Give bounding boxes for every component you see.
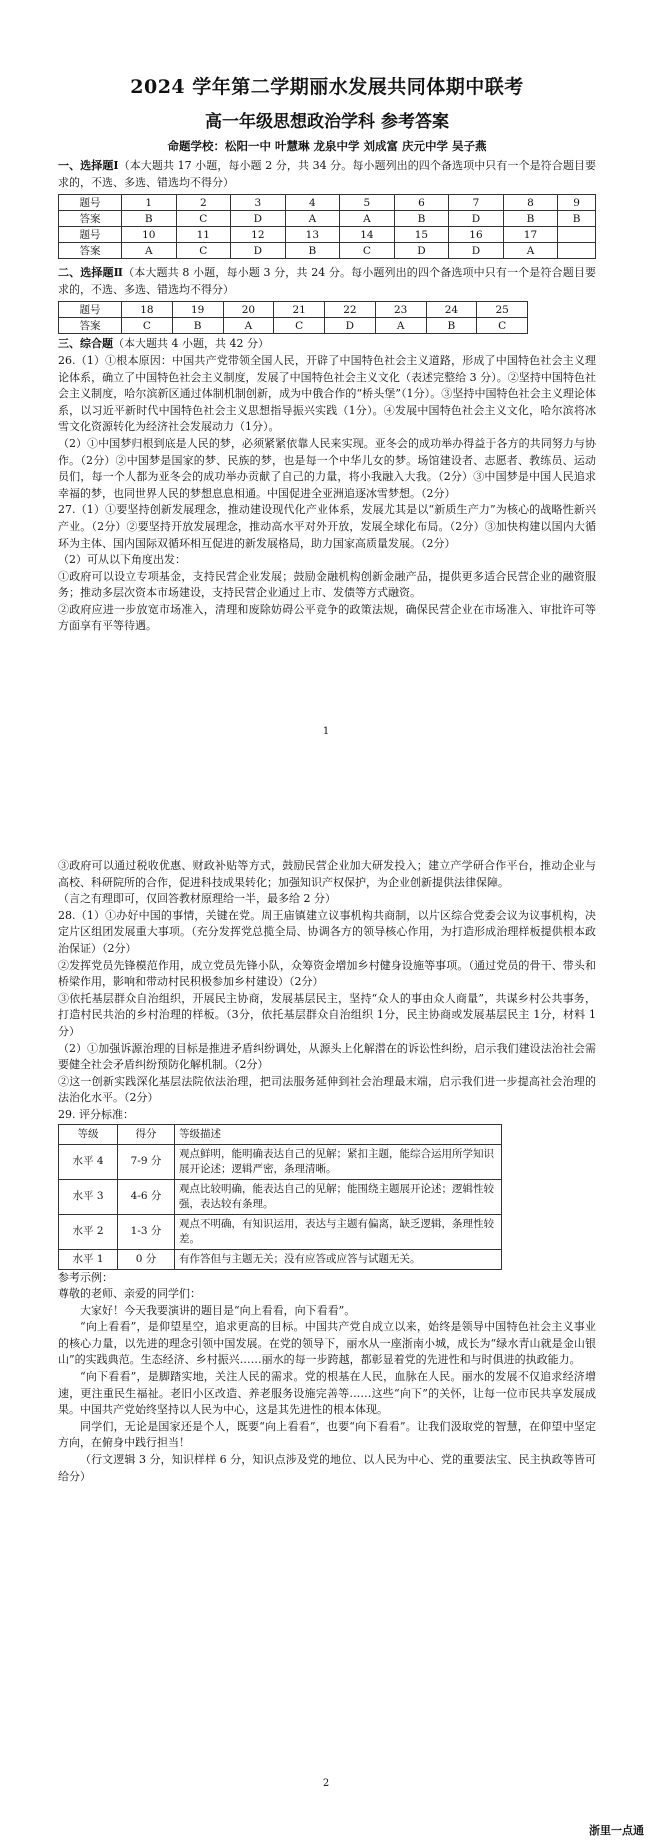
table-row <box>59 302 528 318</box>
table-cell: 5 <box>340 195 395 211</box>
rubric-cell: 得分 <box>118 1124 175 1144</box>
table-cell: 11 <box>176 227 231 243</box>
section-3-desc: （本大题共 4 小题，共 42 分） <box>113 337 269 351</box>
table-cell: 18 <box>122 302 173 318</box>
rubric-cell: 水平 4 <box>59 1144 118 1179</box>
rubric-cell: 水平 1 <box>59 1249 118 1269</box>
answer-paragraph: “向上看看”，是仰望星空，追求更高的目标。中国共产党自成立以来，始终是领导中国特色社会主义事业的核心力量，以先进的理念引领中国发展。在党的领导下，丽水从一座浙南小城，成长为“绿水青山就是金山银山”的实践典范。生态经济、乡村振兴……丽水的每一步跨越，都彰显着党的先进性和与时俱进的执政能力。 <box>58 1320 596 1367</box>
rubric-row <box>59 1214 502 1249</box>
table-cell: 6 <box>394 195 449 211</box>
table-cell: 题号 <box>59 227 122 243</box>
answer-paragraph: ②政府应进一步放宽市场准入，清理和废除妨碍公平竞争的政策法规，确保民营企业在市场准入、审批许可等方面享有平等待遇。 <box>58 602 596 633</box>
rubric-cell: 观点鲜明，能明确表达自己的见解；紧扣主题，能综合运用所学知识展开论述；逻辑严密，条理清晰。 <box>175 1144 502 1179</box>
table-cell: B <box>503 211 558 227</box>
table-cell: B <box>122 211 177 227</box>
answer-table-2 <box>58 301 528 334</box>
answer-paragraph: ②发挥党员先锋模范作用，成立党员先锋小队，众筹资金增加乡村健身设施等事项。（通过党员的骨干、带头和桥梁作用，影响和带动村民积极参加乡村建设）（2分） <box>58 958 596 989</box>
answer-paragraph: 27.（1）①要坚持创新发展理念，推动建设现代化产业体系，发展尤其是以“新质生产力”为核心的战略性新兴产业。（2分）②要坚持开放发展理念，推动高水平对外开放，发展全球化布局。（2分）③加快构建以国内大循环为主体、国内国际双循环相互促进的新发展格局，助力国家高质量发展。（2分） <box>58 503 596 550</box>
rubric-cell: 有作答但与主题无关；没有应答或应答与试题无关。 <box>175 1249 502 1269</box>
table-cell: 7 <box>449 195 504 211</box>
answer-paragraph: 大家好！今天我要演讲的题目是“向上看看，向下看看”。 <box>80 1303 356 1317</box>
table-cell: 13 <box>285 227 340 243</box>
rubric-cell: 7-9 分 <box>118 1144 175 1179</box>
table-cell: 17 <box>503 227 558 243</box>
page-1-answers <box>58 353 596 635</box>
table-cell: C <box>477 318 528 334</box>
author-schools: 命题学校：松阳一中 叶慧琳 龙泉中学 刘成富 庆元中学 吴子燕 <box>167 139 487 153</box>
table-cell: 23 <box>375 302 426 318</box>
table-row <box>59 195 596 211</box>
answer-paragraph: （2）①中国梦归根到底是人民的梦，必须紧紧依靠人民来实现。亚冬会的成功举办得益于各方的共同努力与协作。（2分）②中国梦是国家的梦、民族的梦，也是每一个中华儿女的梦。场馆建设者、志愿者、教练员、运动员们，每一个人都为亚冬会的成功举办贡献了自己的力量，将小我融入大我。（2分）③中国梦是中国人民追求幸福的梦，也同世界人民的梦想息息相通。中国促进全亚洲追逐冰雪梦想。（2分） <box>58 436 596 500</box>
page-2 <box>0 860 652 1842</box>
table-cell: 答案 <box>59 243 122 259</box>
rubric-cell: 水平 2 <box>59 1214 118 1249</box>
table-cell: 答案 <box>59 318 122 334</box>
table-cell: 9 <box>558 195 596 211</box>
table-cell: C <box>274 318 325 334</box>
table-cell: 8 <box>503 195 558 211</box>
table-cell: D <box>231 211 286 227</box>
answer-paragraph: ③依托基层群众自治组织，开展民主协商，发展基层民主，坚持“众人的事由众人商量”，共谋乡村公共事务，打造村民共治的乡村治理的样板。（3分，依托基层群众自治组织 1分，民主协商或发展基层民主 1分，材料 1分） <box>58 991 596 1038</box>
table-cell: B <box>558 211 596 227</box>
table-cell: A <box>223 318 274 334</box>
table-cell: 10 <box>122 227 177 243</box>
table-cell: 16 <box>449 227 504 243</box>
watermark-text: 浙里一点通 <box>589 1824 644 1837</box>
answer-paragraph: “向下看看”，是脚踏实地，关注人民的需求。党的根基在人民，血脉在人民。丽水的发展不仅追求经济增速，更注重民生福祉。老旧小区改造、养老服务设施完善等……这些“向下”的关怀，让每一位市民共享发展成果。中国共产党始终坚持以人民为中心，这是其先进性的根本体现。 <box>58 1370 596 1417</box>
table-cell: 3 <box>231 195 286 211</box>
essay-body <box>58 1303 596 1486</box>
page-2-content <box>58 858 596 1485</box>
rubric-cell: 观点比较明确，能表达自己的见解；能围绕主题展开论述；逻辑性较强，表达较有条理。 <box>175 1179 502 1214</box>
answer-paragraph: 28.（1）①办好中国的事情，关键在党。周王庙镇建立议事机构共商制，以片区综合党委会议为议事机构，决定片区组团发展重大事项。（充分发挥党总揽全局、协调各方的领导核心作用，为打造形成治理样板提供根本政治保证）（2分） <box>58 908 596 955</box>
essay-greeting: 尊敬的老师、亲爱的同学们： <box>58 1287 201 1301</box>
answer-paragraph: ③政府可以通过税收优惠、财政补贴等方式，鼓励民营企业加大研发投入；建立产学研合作平台，推动企业与高校、科研院所的合作，促进科技成果转化；加强知识产权保护，为企业创新提供法律保障。 <box>58 859 596 889</box>
table-cell: C <box>176 243 231 259</box>
q29-label: 29. 评分标准： <box>58 1107 134 1121</box>
table-cell: B <box>285 243 340 259</box>
table-cell: 19 <box>172 302 223 318</box>
table-cell: 12 <box>231 227 286 243</box>
table-cell: C <box>340 243 395 259</box>
section-1-desc: （本大题共 17 小题，每小题 2 分，共 34 分。每小题列出的四个备选项中只有一个是符合题目要求的，不选、多选、错选均不得分） <box>58 159 596 189</box>
table-cell: D <box>449 243 504 259</box>
table-cell: A <box>122 243 177 259</box>
table-cell: D <box>325 318 376 334</box>
table-cell: 题号 <box>59 302 122 318</box>
section-3-intro <box>58 336 596 353</box>
rubric-cell: 1-3 分 <box>118 1214 175 1249</box>
rubric-header-row <box>59 1124 502 1144</box>
table-cell: 21 <box>274 302 325 318</box>
page-1-content <box>58 72 596 635</box>
section-2-intro <box>58 265 596 298</box>
table-cell: D <box>394 243 449 259</box>
table-cell: 14 <box>340 227 395 243</box>
rubric-row <box>59 1249 502 1269</box>
table-cell: B <box>172 318 223 334</box>
table-cell: 22 <box>325 302 376 318</box>
table-cell: C <box>122 318 173 334</box>
rubric-row <box>59 1179 502 1214</box>
table-cell: A <box>375 318 426 334</box>
table-cell: 24 <box>426 302 477 318</box>
table-cell: A <box>340 211 395 227</box>
page-2-answers <box>58 858 596 1107</box>
rubric-cell: 水平 3 <box>59 1179 118 1214</box>
table-cell: 2 <box>176 195 231 211</box>
answer-paragraph: 26.（1）①根本原因：中国共产党带领全国人民，开辟了中国特色社会主义道路，形成了中国特色社会主义理论体系，确立了中国特色社会主义制度，发展了中国特色社会主义文化（表述完整给 3 分）。②坚持中国特色社会主义制度，哈尔滨新区通过体制机制创新，成为中俄合作的“桥头堡”（1分）。③坚持中国特色社会主义理论体系，以习近平新时代中国特色社会主义思想指导振兴实践（1分）。④发展中国特色社会主义文化，哈尔滨将冰雪文化资源转化为经济社会发展动力（1分）。 <box>58 353 596 434</box>
table-cell: B <box>426 318 477 334</box>
section-2-desc: （本大题共 8 小题，每小题 3 分，共 24 分。每小题列出的四个备选项中只有一个是符合题目要求的，不选、多选、错选均不得分） <box>58 266 596 296</box>
rubric-row <box>59 1144 502 1179</box>
answer-table-1 <box>58 194 596 259</box>
page-number-2: 2 <box>322 1778 330 1789</box>
answer-paragraph: ②这一创新实践深化基层法院依法治理，把司法服务延伸到社会治理最末端，启示我们进一步提高社会治理的法治化水平。（2分） <box>58 1074 596 1105</box>
page-subtitle: 高一年级思想政治学科 参考答案 <box>205 112 449 132</box>
answer-paragraph: （行文逻辑 3 分，知识样样 6 分，知识点涉及党的地位、以人民为中心、党的重要法宝、民主执政等皆可给分） <box>58 1453 596 1483</box>
answer-paragraph: ①政府可以设立专项基金，支持民营企业发展；鼓励金融机构创新金融产品，提供更多适合民营企业的融资服务；推动多层次资本市场建设，支持民营企业通过上市、发债等方式融资。 <box>58 569 596 600</box>
section-1-intro <box>58 158 596 191</box>
example-label: 参考示例： <box>58 1270 113 1284</box>
section-2-heading: 二、选择题Ⅱ <box>58 266 124 280</box>
table-row <box>59 211 596 227</box>
table-cell <box>558 243 596 259</box>
section-3-heading: 三、综合题 <box>58 337 113 351</box>
table-cell: 25 <box>477 302 528 318</box>
rubric-table <box>58 1124 502 1270</box>
answer-paragraph: （言之有理即可，仅回答教材原理给一半，最多给 2 分） <box>58 892 336 906</box>
rubric-cell: 等级 <box>59 1124 118 1144</box>
table-cell: A <box>503 243 558 259</box>
rubric-cell: 0 分 <box>118 1249 175 1269</box>
table-row <box>59 318 528 334</box>
page-1 <box>0 0 652 860</box>
rubric-cell: 等级描述 <box>175 1124 502 1144</box>
table-cell <box>558 227 596 243</box>
table-cell: D <box>449 211 504 227</box>
table-cell: A <box>285 211 340 227</box>
table-cell: 15 <box>394 227 449 243</box>
table-cell: C <box>176 211 231 227</box>
table-cell: D <box>231 243 286 259</box>
table-cell: B <box>394 211 449 227</box>
section-1-heading: 一、选择题Ⅰ <box>58 159 119 172</box>
answer-paragraph: （2）可从以下角度出发： <box>58 553 186 567</box>
answer-paragraph: 同学们，无论是国家还是个人，既要“向上看看”，也要“向下看看”。让我们汲取党的智慧，在仰望中坚定方向，在俯身中践行担当！ <box>58 1419 596 1450</box>
rubric-cell: 4-6 分 <box>118 1179 175 1214</box>
page-number-1: 1 <box>322 726 330 737</box>
page-title: 2024 学年第二学期丽水发展共同体期中联考 <box>130 76 524 98</box>
table-cell: 1 <box>122 195 177 211</box>
table-cell: 4 <box>285 195 340 211</box>
table-row <box>59 243 596 259</box>
rubric-cell: 观点不明确，有知识运用，表达与主题有偏离，缺乏逻辑，条理性较差。 <box>175 1214 502 1249</box>
table-cell: 答案 <box>59 211 122 227</box>
table-cell: 20 <box>223 302 274 318</box>
table-cell: 题号 <box>59 195 122 211</box>
table-row <box>59 227 596 243</box>
answer-paragraph: （2）①加强诉源治理的目标是推进矛盾纠纷调处，从源头上化解潜在的诉讼性纠纷，启示我们建设法治社会需要健全社会矛盾纠纷预防化解机制。（2分） <box>58 1041 596 1072</box>
